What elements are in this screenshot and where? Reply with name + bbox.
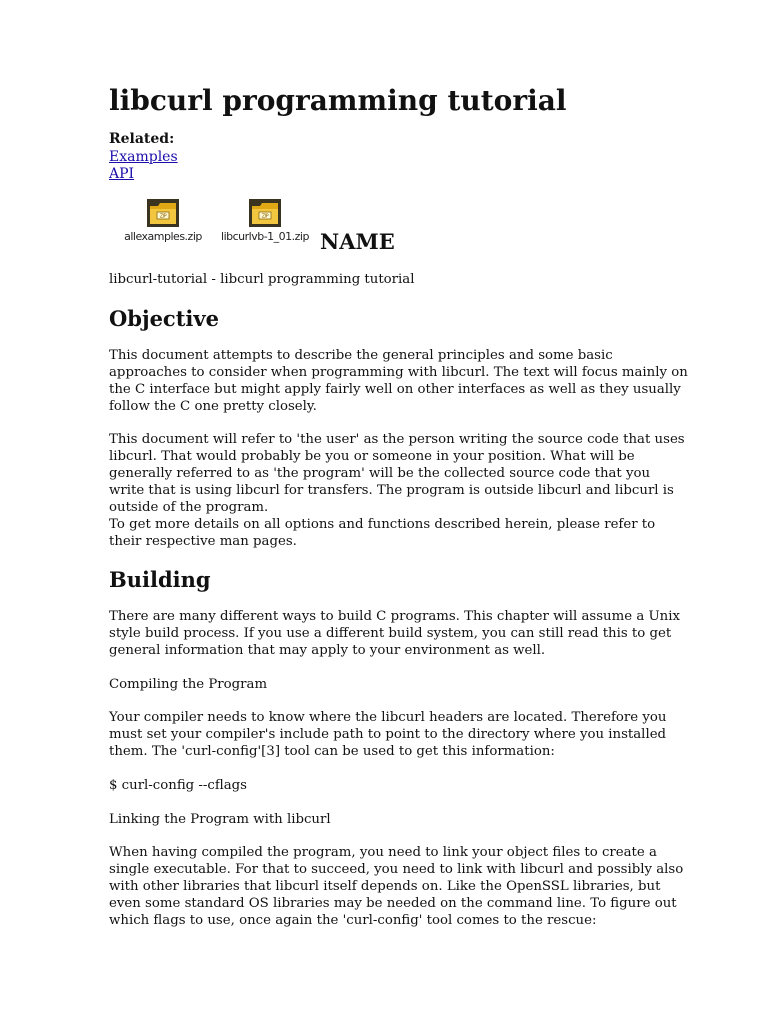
building-paragraph-3: When having compiled the program, you need to link your object files to create a single executable. For that to succeed, you need to link with libcurl and possibly also with other libraries that libcurl itself depends on. Like the OpenSSL libraries, but even some standard OS libraries may be needed on the command line. To figure out which flags to use, once again the 'curl-config' tool comes to the rescue: — [109, 845, 684, 928]
svg-text:ZIP: ZIP — [159, 213, 167, 220]
file-attachment-allexamples[interactable] — [117, 198, 209, 243]
file-attachment-libcurlvb[interactable] — [215, 198, 315, 243]
linking-subheading: Linking the Program with libcurl — [109, 812, 331, 827]
file-name: libcurlvb-1_01.zip — [221, 230, 309, 243]
objective-heading: Objective — [109, 306, 219, 331]
cflags-command: $ curl-config --cflags — [109, 778, 247, 793]
name-heading: NAME — [320, 229, 395, 254]
building-paragraph-2: Your compiler needs to know where the libcurl headers are located. Therefore you must set your compiler's include path to point to the directory where you installed them. The 'curl-config'[3] tool can be used to get this information: — [109, 710, 667, 759]
building-paragraph-1: There are many different ways to build C programs. This chapter will assume a Unix style build process. If you use a different build system, you can still read this to get general information that may apply to your environment as well. — [109, 609, 680, 658]
building-heading: Building — [109, 567, 211, 592]
zip-archive-icon — [248, 198, 282, 228]
zip-archive-icon — [146, 198, 180, 228]
file-name: allexamples.zip — [124, 230, 202, 243]
api-link[interactable]: API — [109, 166, 135, 182]
name-description: libcurl-tutorial - libcurl programming tutorial — [109, 272, 415, 287]
svg-text:ZIP: ZIP — [261, 213, 269, 220]
compiling-subheading: Compiling the Program — [109, 677, 268, 692]
examples-link[interactable]: Examples — [109, 149, 178, 165]
objective-paragraph-1: This document attempts to describe the general principles and some basic approaches to consider when programming with libcurl. The text will focus mainly on the C interface but might apply fairly well on other interfaces as well as they usually follow the C one pretty closely. — [109, 348, 688, 414]
objective-paragraph-3: To get more details on all options and functions described herein, please refer to their respective man pages. — [109, 517, 656, 549]
objective-paragraph-2: This document will refer to 'the user' as the person writing the source code that uses libcurl. That would probably be you or someone in your position. What will be generally referred to as 'the program' will be the collected source code that you write that is using libcurl for transfers. The program is outside libcurl and libcurl is outside of the program. — [109, 432, 685, 515]
related-label: Related: — [109, 131, 175, 147]
page-title: libcurl programming tutorial — [109, 84, 567, 117]
